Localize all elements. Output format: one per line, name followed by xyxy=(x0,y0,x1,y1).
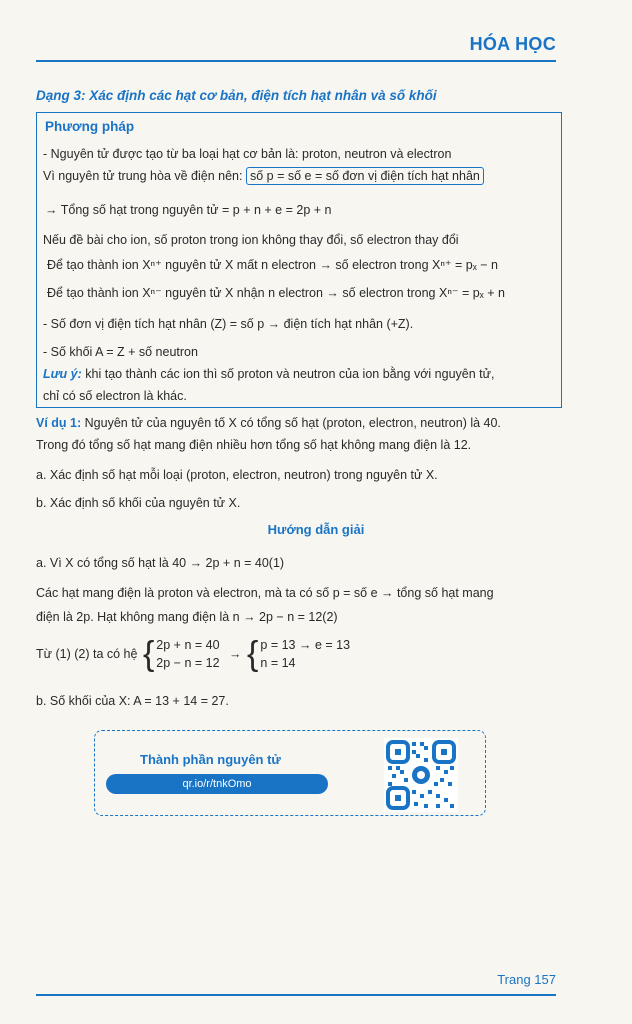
qr-code-image[interactable] xyxy=(384,738,458,812)
qr-link[interactable]: qr.io/r/tnkOmo xyxy=(106,774,328,794)
method-note-2: chỉ có số electron là khác. xyxy=(43,389,187,403)
method-line-8: - Số khối A = Z + số neutron xyxy=(43,345,198,359)
method-note xyxy=(43,367,494,381)
method-title: Phương pháp xyxy=(45,119,135,134)
subject-title: HÓA HỌC xyxy=(469,34,556,54)
method-line-5: Để tạo thành ion Xⁿ⁺ nguyên tử X mất n electron → số electron trong Xⁿ⁺ = pₓ − n xyxy=(47,258,499,272)
solution-title: Hướng dẫn giải xyxy=(267,522,365,537)
example-text-1: Nguyên tử của nguyên tố X có tổng số hạt (proton, electron, neutron) là 40. xyxy=(84,416,501,430)
results xyxy=(260,636,350,672)
note-label: Lưu ý: xyxy=(43,367,82,381)
highlighted-formula: số p = số e = số đơn vị điện tích hạt nhân xyxy=(246,167,484,185)
system-lead: Từ (1) (2) ta có hệ xyxy=(36,647,138,661)
equation-system xyxy=(36,636,350,672)
question-a: a. Xác định số hạt mỗi loại (proton, electron, neutron) trong nguyên tử X. xyxy=(36,468,438,482)
footer-divider xyxy=(36,994,556,996)
method-box xyxy=(36,112,562,408)
right-brace: { xyxy=(247,635,259,673)
header-divider xyxy=(36,60,556,62)
left-brace: { xyxy=(142,635,155,673)
note-text: khi tạo thành các ion thì số proton và neutron của ion bằng với nguyên tử, xyxy=(85,367,495,381)
qr-title: Thành phần nguyên tử xyxy=(140,752,281,767)
equation-1: 2p + n = 40 xyxy=(156,638,220,652)
solution-b: b. Số khối của X: A = 13 + 14 = 27. xyxy=(36,694,229,708)
example-line-1 xyxy=(36,416,501,430)
question-b: b. Xác định số khối của nguyên tử X. xyxy=(36,496,241,510)
method-line-2-text: Vì nguyên tử trung hòa về điện nên: xyxy=(43,169,243,183)
example-label: Ví dụ 1: xyxy=(36,416,82,430)
method-line-7: - Số đơn vị điện tích hạt nhân (Z) = số p → điện tích hạt nhân (+Z). xyxy=(43,317,414,331)
implies-arrow: → xyxy=(229,647,242,661)
section-title: Dạng 3: Xác định các hạt cơ bản, điện tích hạt nhân và số khối xyxy=(36,88,437,103)
method-line-2 xyxy=(43,169,484,183)
solution-a-2: Các hạt mang điện là proton và electron, mà ta có số p = số e → tổng số hạt mang xyxy=(36,586,494,600)
example-line-2: Trong đó tổng số hạt mang điện nhiều hơn tổng số hạt không mang điện là 12. xyxy=(36,438,472,452)
result-1: p = 13 → e = 13 xyxy=(260,638,351,652)
result-2: n = 14 xyxy=(260,656,296,670)
page-number: Trang 157 xyxy=(497,972,556,987)
method-line-6: Để tạo thành ion Xⁿ⁻ nguyên tử X nhận n electron → số electron trong Xⁿ⁻ = pₓ + n xyxy=(47,286,505,300)
method-line-1: - Nguyên tử được tạo từ ba loại hạt cơ bản là: proton, neutron và electron xyxy=(43,147,452,161)
equation-2: 2p − n = 12 xyxy=(156,656,220,670)
method-line-3: → Tổng số hạt trong nguyên tử = p + n + e = 2p + n xyxy=(45,203,332,217)
equations xyxy=(156,636,219,672)
method-line-4: Nếu đề bài cho ion, số proton trong ion không thay đổi, số electron thay đổi xyxy=(43,233,459,247)
solution-a-3: điện là 2p. Hạt không mang điện là n → 2p − n = 12(2) xyxy=(36,610,338,624)
solution-a-1: a. Vì X có tổng số hạt là 40 → 2p + n = 40(1) xyxy=(36,556,285,570)
